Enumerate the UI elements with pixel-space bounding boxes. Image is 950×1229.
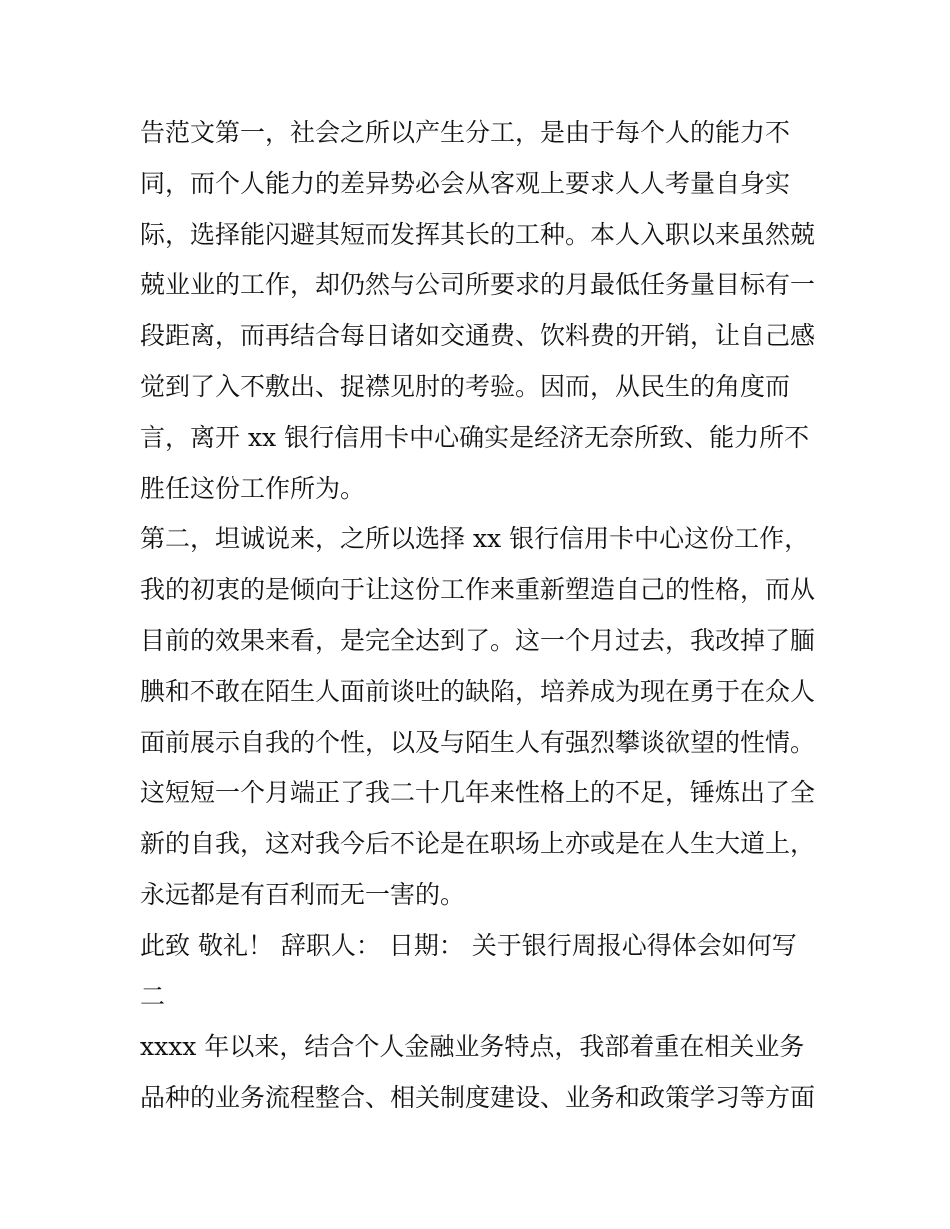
- text-line: 同，而个人能力的差异势必会从客观上要求人人考量自身实: [140, 168, 791, 198]
- text-line: 际，选择能闪避其短而发挥其长的工种。本人入职以来虽然兢: [140, 219, 816, 249]
- text-line: 面前展示自我的个性，以及与陌生人有强烈攀谈欲望的性情。: [140, 727, 816, 757]
- text-line: 第二，坦诚说来，之所以选择 xx 银行信用卡中心这份工作，: [140, 524, 810, 554]
- text-line: 永远都是有百利而无一害的。: [140, 879, 466, 909]
- text-line: 品种的业务流程整合、相关制度建设、业务和政策学习等方面: [140, 1083, 816, 1113]
- text-line: xxxx 年以来，结合个人金融业务特点，我部着重在相关业务: [140, 1032, 805, 1062]
- text-line: 觉到了入不敷出、捉襟见肘的考验。因而，从民生的角度而: [140, 371, 791, 401]
- text-line: 告范文第一，社会之所以产生分工，是由于每个人的能力不: [140, 118, 791, 147]
- text-line: 腆和不敢在陌生人面前谈吐的缺陷，培养成为现在勇于在众人: [140, 676, 816, 706]
- body-text: [140, 108, 815, 1124]
- text-line: 我的初衷的是倾向于让这份工作来重新塑造自己的性格，而从: [140, 575, 816, 605]
- text-line: 段距离，而再结合每日诸如交通费、饮料费的开销，让自己感: [140, 321, 816, 351]
- text-line: 兢业业的工作，却仍然与公司所要求的月最低任务量目标有一: [140, 270, 816, 300]
- text-line: 目前的效果来看，是完全达到了。这一个月过去，我改掉了腼: [140, 625, 816, 655]
- text-line: 胜任这份工作所为。: [140, 473, 366, 503]
- text-line: 此致 敬礼！ 辞职人： 日期： 关于银行周报心得体会如何写: [140, 930, 797, 960]
- text-line: 言，离开 xx 银行信用卡中心确实是经济无奈所致、能力所不: [140, 422, 810, 452]
- text-line: 二: [140, 981, 166, 1011]
- text-line: 新的自我，这对我今后不论是在职场上亦或是在人生大道上，: [140, 829, 816, 859]
- text-line: 这短短一个月端正了我二十几年来性格上的不足，锤炼出了全: [140, 778, 816, 808]
